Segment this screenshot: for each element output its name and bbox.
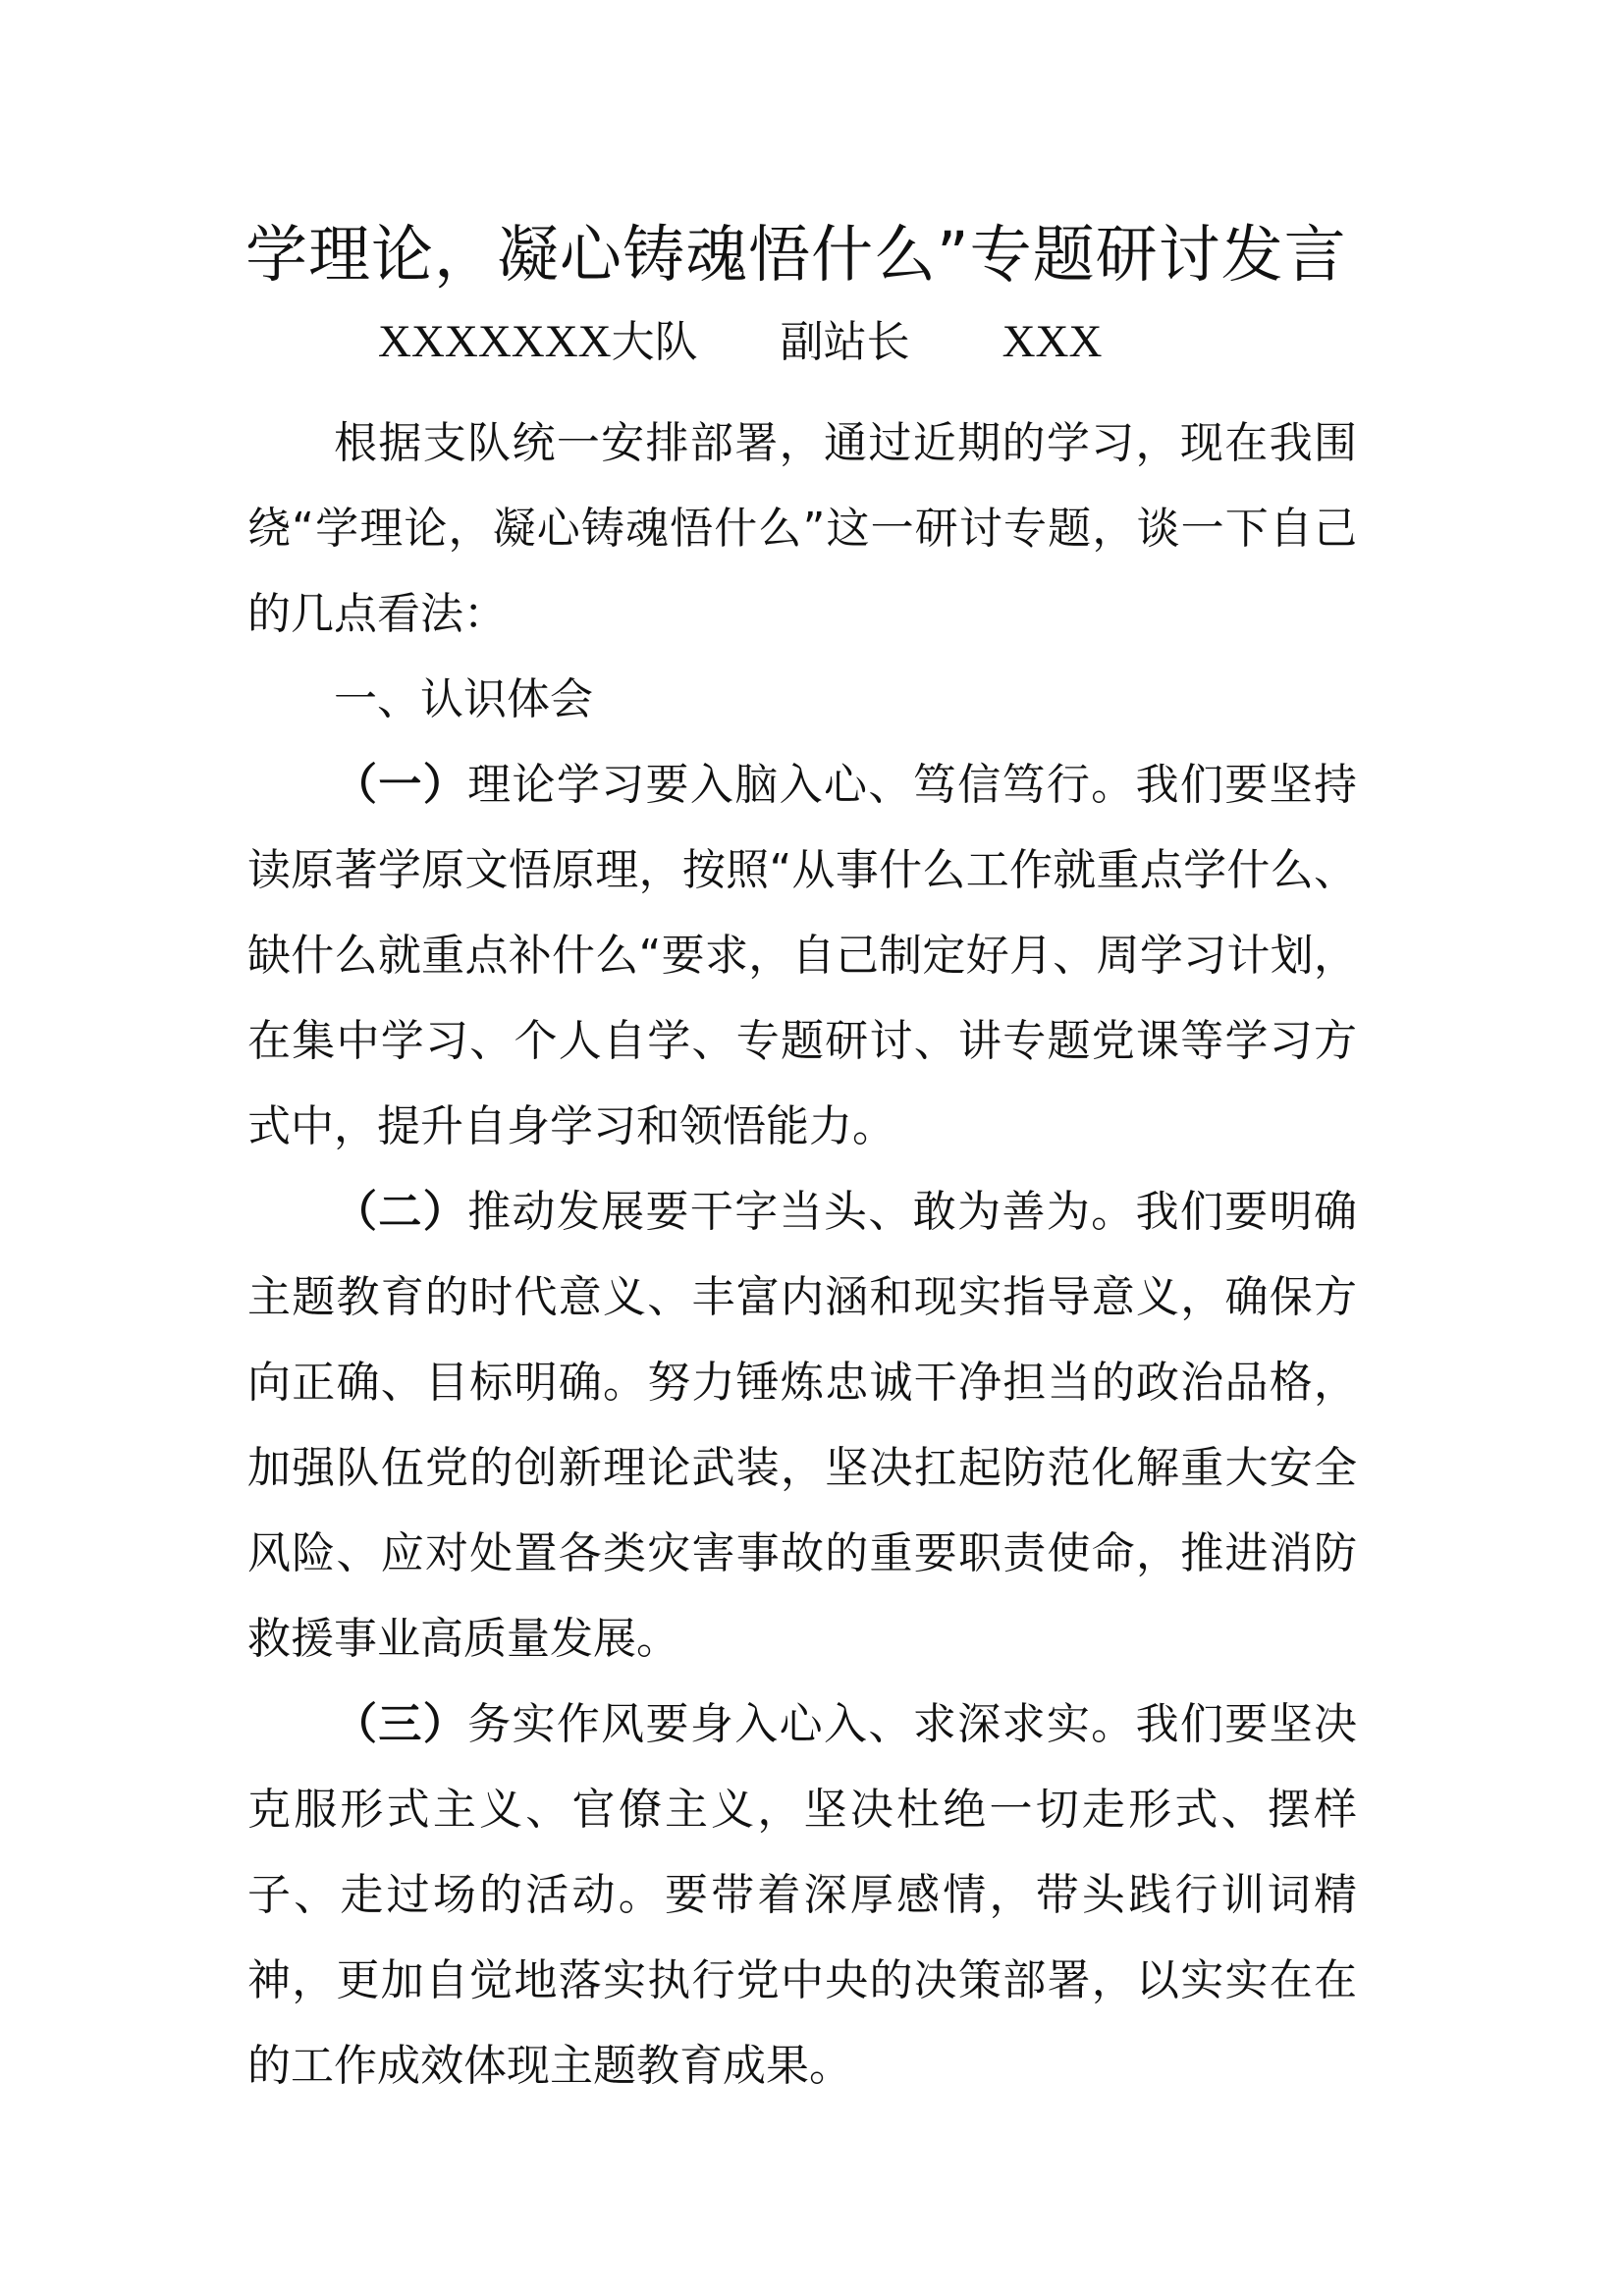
unit-code: XXXXXXX: [378, 316, 612, 367]
point-paragraph-1: [247, 742, 1357, 1169]
point-marker-2: （二）: [334, 1187, 468, 1237]
point-marker-1: （一）: [334, 760, 468, 810]
point-marker-3: （三）: [334, 1699, 468, 1749]
section-heading: 一、认识体会: [334, 674, 593, 724]
point-text-1: 理论学习要入脑入心、笃信笃行。我们要坚持读原著学原文悟原理，按照“从事什么工作就重点学什么、缺什么就重点补什么“要求，自己制定好月、周学习计划，在集中学习、个人自学、专题研讨、讲专题党课等学习方式中，提升自身学习和领悟能力。: [247, 760, 1358, 1151]
point-text-2: 推动发展要干字当头、敢为善为。我们要明确主题教育的时代意义、丰富内涵和现实指导意义，确保方向正确、目标明确。努力锤炼忠诚干净担当的政治品格，加强队伍党的创新理论武装，坚决扛起防范化解重大安全风险、应对处置各类灾害事故的重要职责使命，推进消防救援事业高质量发展。: [247, 1187, 1358, 1664]
intro-paragraph: 根据支队统一安排部署，通过近期的学习，现在我围绕“学理论，凝心铸魂悟什么”这一研讨专题，谈一下自己的几点看法：: [247, 418, 1357, 639]
document-body: [247, 400, 1357, 2109]
unit-suffix: 大队: [611, 317, 698, 367]
author-byline: [378, 312, 1102, 372]
point-paragraph-2: [247, 1169, 1357, 1682]
author-post: 副站长: [780, 317, 910, 367]
point-paragraph-3: [247, 1682, 1357, 2109]
author-name: XXX: [1001, 316, 1103, 367]
document-title: 学理论，凝心铸魂悟什么”专题研讨发言: [245, 219, 1347, 291]
point-text-3: 务实作风要身入心入、求深求实。我们要坚决克服形式主义、官僚主义，坚决杜绝一切走形式、摆样子、走过场的活动。要带着深厚感情，带头践行训词精神，更加自觉地落实执行党中央的决策部署，以实实在在的工作成效体现主题教育成果。: [247, 1699, 1358, 2091]
